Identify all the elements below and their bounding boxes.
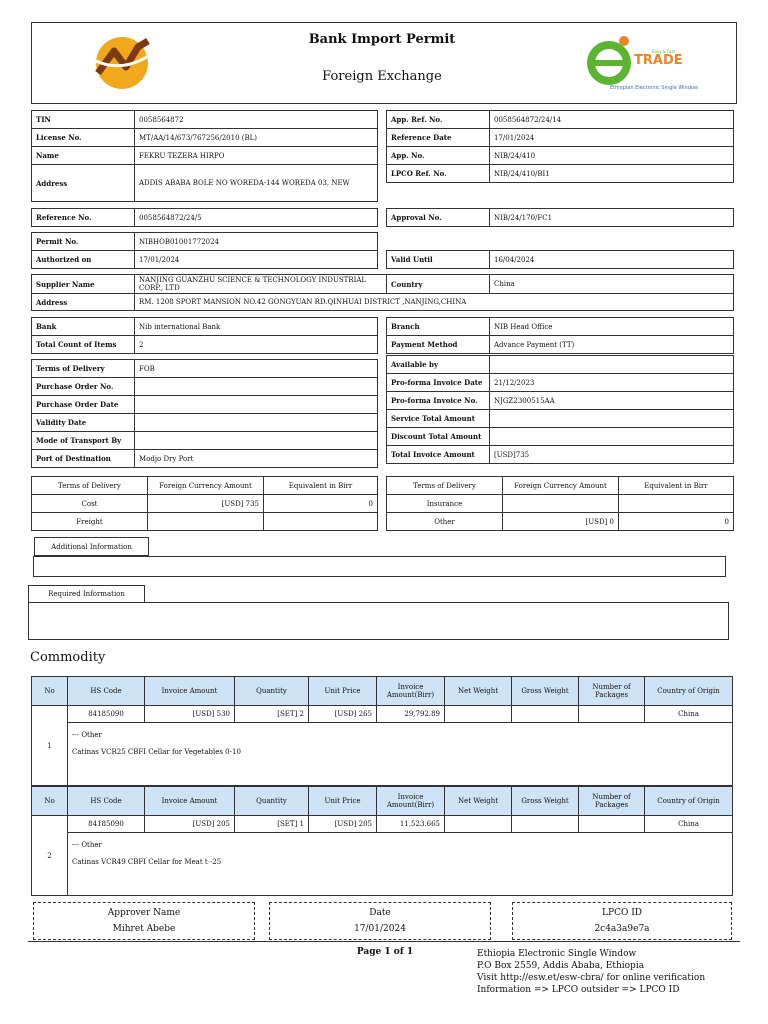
column-header: Quantity bbox=[235, 677, 309, 706]
table-cell: [USD] 735 bbox=[148, 495, 264, 513]
proforma-no-label: Pro-forma Invoice No. bbox=[387, 392, 490, 410]
item-description bbox=[68, 723, 733, 786]
total-invoice-label: Total Invoice Amount bbox=[387, 446, 490, 464]
footer-line3: Visit http://esw.et/esw-cbra/ for online verification bbox=[477, 973, 706, 983]
invoice-terms-table bbox=[386, 355, 734, 464]
item-net-weight bbox=[445, 706, 512, 723]
page-number: Page 1 of 1 bbox=[356, 947, 414, 957]
app-no-value: NIB/24/410 bbox=[490, 147, 734, 165]
supplier-address-label: Address bbox=[32, 294, 135, 311]
table-cell: 0 bbox=[619, 513, 734, 531]
footer-line1: Ethiopia Electronic Single Window bbox=[477, 949, 637, 959]
po-date-label: Purchase Order Date bbox=[32, 396, 135, 414]
table-row bbox=[387, 111, 734, 129]
item-description bbox=[68, 833, 733, 896]
item-desc-line1: --- Other bbox=[72, 841, 102, 849]
table-row bbox=[32, 833, 733, 896]
table-cell: Freight bbox=[32, 513, 148, 531]
required-info-box bbox=[28, 602, 729, 640]
table-cell: Insurance bbox=[387, 495, 503, 513]
approval-no-label: Approval No. bbox=[387, 209, 490, 227]
item-desc-line1: --- Other bbox=[72, 731, 102, 739]
supplier-table bbox=[31, 274, 734, 311]
table-row bbox=[387, 318, 734, 336]
column-header: Gross Weight bbox=[512, 787, 579, 816]
table-row bbox=[32, 723, 733, 786]
table-row bbox=[32, 233, 378, 251]
bank-value: Nib international Bank bbox=[135, 318, 378, 336]
table-row bbox=[387, 165, 734, 183]
column-header: Invoice Amount(Birr) bbox=[377, 677, 445, 706]
supplier-name-line1: NANJING GUANZHU SCIENCE & TECHNOLOGY INDUSTRIAL bbox=[139, 276, 367, 284]
item-quantity: [SET] 1 bbox=[235, 816, 309, 833]
table-row bbox=[32, 495, 378, 513]
table-row bbox=[32, 787, 733, 816]
lpco-label: LPCO ID bbox=[602, 908, 642, 918]
column-header: Country of Origin bbox=[645, 677, 733, 706]
table-row bbox=[387, 209, 734, 227]
bank-logo-icon bbox=[92, 33, 152, 93]
commodity-table-1 bbox=[31, 676, 733, 786]
item-gross-weight bbox=[512, 816, 579, 833]
table-row bbox=[32, 318, 378, 336]
page-title: Bank Import Permit bbox=[308, 32, 456, 47]
table-row bbox=[387, 392, 734, 410]
column-header: Quantity bbox=[235, 787, 309, 816]
column-header: Terms of Delivery bbox=[32, 477, 148, 495]
table-cell bbox=[148, 513, 264, 531]
table-row bbox=[387, 446, 734, 464]
po-no-label: Purchase Order No. bbox=[32, 378, 135, 396]
header-box bbox=[31, 22, 737, 104]
item-gross-weight bbox=[512, 706, 579, 723]
discount-total-value bbox=[490, 428, 734, 446]
table-row bbox=[32, 816, 733, 833]
tin-value: 0058564872 bbox=[135, 111, 378, 129]
app-ref-value: 0058564872/24/14 bbox=[490, 111, 734, 129]
column-header: Equivalent in Birr bbox=[264, 477, 378, 495]
reference-no-value: 0058564872/24/5 bbox=[135, 209, 378, 227]
transport-label: Mode of Transport By bbox=[32, 432, 135, 450]
approver-label: Approver Name bbox=[107, 908, 181, 918]
port-label: Port of Destination bbox=[32, 450, 135, 468]
column-header: Invoice Amount bbox=[145, 677, 235, 706]
port-value: Modjo Dry Port bbox=[135, 450, 378, 468]
approval-no-value: NIB/24/170/FC1 bbox=[490, 209, 734, 227]
item-hs-code: 84185090 bbox=[68, 816, 145, 833]
item-packages bbox=[579, 706, 645, 723]
table-row bbox=[387, 374, 734, 392]
app-ref-label: App. Ref. No. bbox=[387, 111, 490, 129]
table-row bbox=[387, 410, 734, 428]
proforma-date-value: 21/12/2023 bbox=[490, 374, 734, 392]
table-row bbox=[32, 129, 378, 147]
transport-value bbox=[135, 432, 378, 450]
po-no-value bbox=[135, 378, 378, 396]
table-row bbox=[387, 336, 734, 354]
payment-method-label: Payment Method bbox=[387, 336, 490, 354]
table-row bbox=[32, 165, 378, 202]
table-cell bbox=[264, 513, 378, 531]
lpco-box bbox=[512, 902, 732, 940]
validity-date-label: Validity Date bbox=[32, 414, 135, 432]
etrade-brand: TRADE bbox=[634, 53, 683, 68]
table-cell: Cost bbox=[32, 495, 148, 513]
proforma-no-value: NJGZ2300515AA bbox=[490, 392, 734, 410]
footer-info bbox=[477, 948, 705, 996]
table-row bbox=[32, 432, 378, 450]
table-row bbox=[387, 477, 734, 495]
tin-label: TIN bbox=[32, 111, 135, 129]
additional-info-box bbox=[33, 556, 726, 577]
country-value: China bbox=[490, 275, 734, 294]
license-label: License No. bbox=[32, 129, 135, 147]
applicant-info-table bbox=[31, 110, 378, 202]
item-invoice-amount: [USD] 530 bbox=[145, 706, 235, 723]
etrade-logo bbox=[584, 31, 714, 97]
footer-line4: Information => LPCO outsider => LPCO ID bbox=[477, 985, 680, 995]
approver-value: Mihret Abebe bbox=[112, 924, 176, 934]
terms-delivery-value: FOB bbox=[135, 360, 378, 378]
terms-delivery-label: Terms of Delivery bbox=[32, 360, 135, 378]
address-label: Address bbox=[32, 165, 135, 202]
additional-info-tab: Additional Information bbox=[34, 537, 149, 556]
supplier-address-value: RM. 1208 SPORT MANSION NO.42 GONGYUAN RD.QINHUAI DISTRICT ,NANJING,CHINA bbox=[135, 294, 734, 311]
column-header: Invoice Amount(Birr) bbox=[377, 787, 445, 816]
lpco-value: 2c4a3a9e7a bbox=[594, 924, 650, 934]
column-header: HS Code bbox=[68, 787, 145, 816]
date-label: Date bbox=[369, 908, 391, 918]
item-no: 2 bbox=[32, 816, 68, 896]
column-header: Number of Packages bbox=[579, 787, 645, 816]
approval-table bbox=[386, 208, 734, 227]
permit-no-value: NIBHOB01001772024 bbox=[135, 233, 378, 251]
po-date-value bbox=[135, 396, 378, 414]
payment-method-value: Advance Payment (TT) bbox=[490, 336, 734, 354]
valid-until-table bbox=[386, 250, 734, 269]
commodity-table-2 bbox=[31, 786, 733, 896]
reference-date-value: 17/01/2024 bbox=[490, 129, 734, 147]
table-row bbox=[32, 275, 734, 294]
item-origin: China bbox=[645, 816, 733, 833]
table-row bbox=[32, 706, 733, 723]
table-row bbox=[387, 356, 734, 374]
reference-date-label: Reference Date bbox=[387, 129, 490, 147]
license-value: MT/AA/14/673/767256/2010 (BL) bbox=[135, 129, 378, 147]
table-row bbox=[32, 378, 378, 396]
column-header: Number of Packages bbox=[579, 677, 645, 706]
delivery-terms-table bbox=[31, 359, 378, 468]
country-label: Country bbox=[387, 275, 490, 294]
valid-until-label: Valid Until bbox=[387, 251, 490, 269]
table-row bbox=[387, 147, 734, 165]
table-row bbox=[387, 428, 734, 446]
name-value: FEKRU TEZERA HIRPO bbox=[135, 147, 378, 165]
table-cell bbox=[503, 495, 619, 513]
table-cell: 0 bbox=[264, 495, 378, 513]
page-subtitle: Foreign Exchange bbox=[322, 69, 442, 84]
table-row bbox=[32, 477, 378, 495]
application-info-table bbox=[386, 110, 734, 183]
table-row bbox=[32, 396, 378, 414]
item-invoice-amount: [USD] 205 bbox=[145, 816, 235, 833]
date-value: 17/01/2024 bbox=[354, 924, 406, 934]
lpco-ref-label: LPCO Ref. No. bbox=[387, 165, 490, 183]
lpco-ref-value: NIB/24/410/BI1 bbox=[490, 165, 734, 183]
authorized-label: Authorized on bbox=[32, 251, 135, 269]
table-row bbox=[32, 677, 733, 706]
table-row bbox=[32, 414, 378, 432]
item-desc-line2: Catinas VCR49 CBFI Cellar for Meat t -25 bbox=[72, 858, 222, 866]
branch-value: NIB Head Office bbox=[490, 318, 734, 336]
commodity-title: Commodity bbox=[30, 650, 106, 665]
available-by-value bbox=[490, 356, 734, 374]
discount-total-label: Discount Total Amount bbox=[387, 428, 490, 446]
table-row bbox=[32, 360, 378, 378]
column-header: No bbox=[32, 677, 68, 706]
branch-label: Branch bbox=[387, 318, 490, 336]
column-header: Net Weight bbox=[445, 787, 512, 816]
total-items-label: Total Count of Items bbox=[32, 336, 135, 354]
column-header: HS Code bbox=[68, 677, 145, 706]
total-invoice-value: [USD]735 bbox=[490, 446, 734, 464]
permit-no-label: Permit No. bbox=[32, 233, 135, 251]
footer-line2: P.O Box 2559, Addis Ababa, Ethiopia bbox=[477, 961, 645, 971]
service-total-label: Service Total Amount bbox=[387, 410, 490, 428]
authorized-value: 17/01/2024 bbox=[135, 251, 378, 269]
column-header: Unit Price bbox=[309, 787, 377, 816]
item-hs-code: 84185090 bbox=[68, 706, 145, 723]
column-header: Foreign Currency Amount bbox=[148, 477, 264, 495]
supplier-name-value bbox=[135, 275, 387, 294]
item-birr-amount: 29,792.89 bbox=[377, 706, 445, 723]
table-cell: [USD] 0 bbox=[503, 513, 619, 531]
date-box bbox=[269, 902, 491, 940]
validity-date-value bbox=[135, 414, 378, 432]
table-row bbox=[387, 129, 734, 147]
column-header: Net Weight bbox=[445, 677, 512, 706]
table-row bbox=[32, 294, 734, 311]
table-row bbox=[32, 111, 378, 129]
required-info-tab: Required Information bbox=[28, 585, 145, 603]
table-row bbox=[387, 495, 734, 513]
currency-table-right bbox=[386, 476, 734, 531]
etrade-tagline: Easy & Fast bbox=[652, 49, 676, 54]
app-no-label: App. No. bbox=[387, 147, 490, 165]
service-total-value bbox=[490, 410, 734, 428]
etrade-logo-icon bbox=[584, 31, 634, 93]
item-birr-amount: 11,523.665 bbox=[377, 816, 445, 833]
item-no: 1 bbox=[32, 706, 68, 786]
table-row bbox=[387, 513, 734, 531]
column-header: Country of Origin bbox=[645, 787, 733, 816]
table-row bbox=[32, 336, 378, 354]
available-by-label: Available by bbox=[387, 356, 490, 374]
supplier-name-label: Supplier Name bbox=[32, 275, 135, 294]
item-desc-line2: Catinas VCR25 CBFI Cellar for Vegetables 0-10 bbox=[72, 748, 241, 756]
table-row bbox=[32, 450, 378, 468]
item-net-weight bbox=[445, 816, 512, 833]
signature-line bbox=[28, 941, 740, 942]
table-row bbox=[32, 513, 378, 531]
reference-table bbox=[31, 208, 378, 227]
item-origin: China bbox=[645, 706, 733, 723]
item-unit-price: [USD] 205 bbox=[309, 816, 377, 833]
column-header: Invoice Amount bbox=[145, 787, 235, 816]
column-header: Terms of Delivery bbox=[387, 477, 503, 495]
proforma-date-label: Pro-forma Invoice Date bbox=[387, 374, 490, 392]
address-value: ADDIS ABABA BOLE NO WOREDA-144 WOREDA 03, NEW bbox=[135, 165, 378, 202]
branch-table bbox=[386, 317, 734, 354]
bank-table bbox=[31, 317, 378, 354]
currency-table-left bbox=[31, 476, 378, 531]
column-header: Foreign Currency Amount bbox=[503, 477, 619, 495]
total-items-value: 2 bbox=[135, 336, 378, 354]
table-row bbox=[32, 209, 378, 227]
item-unit-price: [USD] 265 bbox=[309, 706, 377, 723]
item-packages bbox=[579, 816, 645, 833]
approver-box bbox=[33, 902, 255, 940]
table-cell bbox=[619, 495, 734, 513]
column-header: Equivalent in Birr bbox=[619, 477, 734, 495]
column-header: Gross Weight bbox=[512, 677, 579, 706]
reference-no-label: Reference No. bbox=[32, 209, 135, 227]
table-row bbox=[32, 251, 378, 269]
table-row bbox=[32, 147, 378, 165]
permit-table bbox=[31, 232, 378, 269]
column-header: Unit Price bbox=[309, 677, 377, 706]
supplier-name-line2: CORP., LTD bbox=[139, 284, 180, 292]
table-cell: Other bbox=[387, 513, 503, 531]
name-label: Name bbox=[32, 147, 135, 165]
table-row bbox=[387, 251, 734, 269]
item-quantity: [SET] 2 bbox=[235, 706, 309, 723]
etrade-caption: Ethiopian Electronic Single Window bbox=[610, 85, 699, 91]
column-header: No bbox=[32, 787, 68, 816]
valid-until-value: 16/04/2024 bbox=[490, 251, 734, 269]
bank-label: Bank bbox=[32, 318, 135, 336]
